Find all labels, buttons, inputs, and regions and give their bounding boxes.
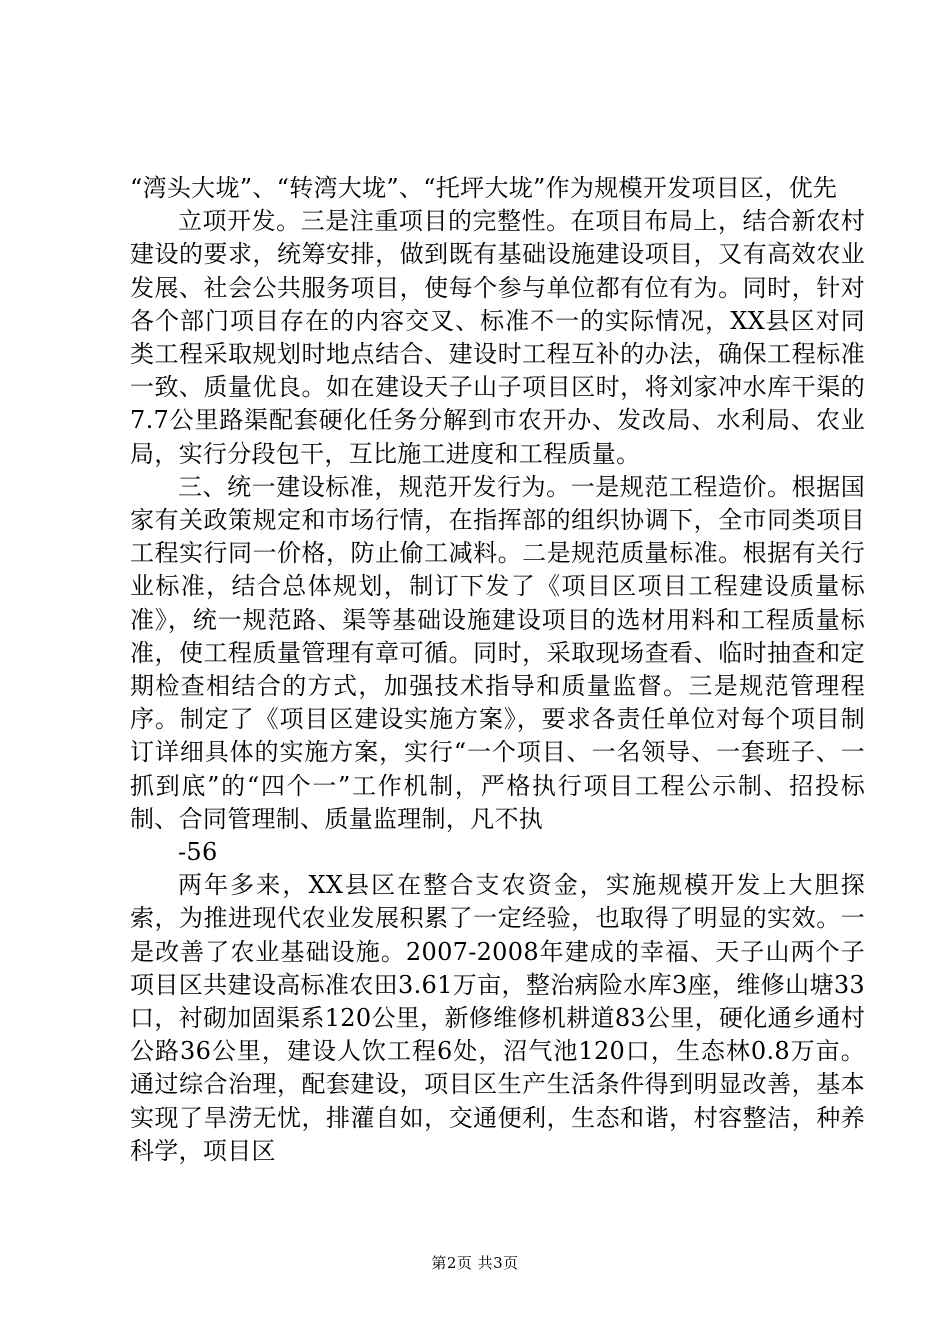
paragraph-1: “湾头大垅”、“转湾大垅”、“托坪大垅”作为规模开发项目区，优先 <box>130 174 838 202</box>
page-number-footer: 第2页 共3页 <box>431 1254 519 1272</box>
paragraph-3: 三、统一建设标准，规范开发行为。一是规范工程造价。根据国家有关政策规定和市场行情，在指挥部的组织协调下，全市同类项目工程实行同一价格，防止偷工减料。二是规范质量标准。根据有关行业标准，结合总体规划，制订下发了《项目区项目工程建设质量标准》，统一规范路、渠等基础设施建设项目的选材用料和工程质量标准，使工程质量管理有章可循。同时，采取现场查看、临时抽查和定期检查相结合的方式，加强技术指导和质量监督。三是规范管理程序。制定了《项目区建设实施方案》，要求各责任单位对每个项目制订详细具体的实施方案，实行“一个项目、一名领导、一套班子、一抓到底”的“四个一”工作机制，严格执行项目工程公示制、招投标制、合同管理制、质量监理制，凡不执 <box>130 472 865 833</box>
page-marker: -56 <box>178 838 218 867</box>
paragraph-2: 立项开发。三是注重项目的完整性。在项目布局上，结合新农村建设的要求，统筹安排，做到既有基础设施建设项目，又有高效农业发展、社会公共服务项目，使每个参与单位都有位有为。同时，针对各个部门项目存在的内容交叉、标准不一的实际情况，XX县区对同类工程采取规划时地点结合、建设时工程互补的办法，确保工程标准一致、质量优良。如在建设天子山子项目区时，将刘家冲水库干渠的7.7公里路渠配套硬化任务分解到市农开办、发改局、水利局、农业局，实行分段包干，互比施工进度和工程质量。 <box>130 207 865 468</box>
paragraph-4: 两年多来，XX县区在整合支农资金，实施规模开发上大胆探索，为推进现代农业发展积累了一定经验，也取得了明显的实效。一是改善了农业基础设施。2007-2008年建成的幸福、天子山两个子项目区共建设高标准农田3.61万亩，整治病险水库3座，维修山塘33口，衬砌加固渠系120公里，新修维修机耕道83公里，硬化通乡通村公路36公里，建设人饮工程6处，沼气池120口，生态林0.8万亩。通过综合治理，配套建设，项目区生产生活条件得到明显改善，基本实现了旱涝无忧，排灌自如，交通便利，生态和谐，村容整洁，种养科学，项目区 <box>130 871 865 1165</box>
document-body <box>130 172 865 1168</box>
